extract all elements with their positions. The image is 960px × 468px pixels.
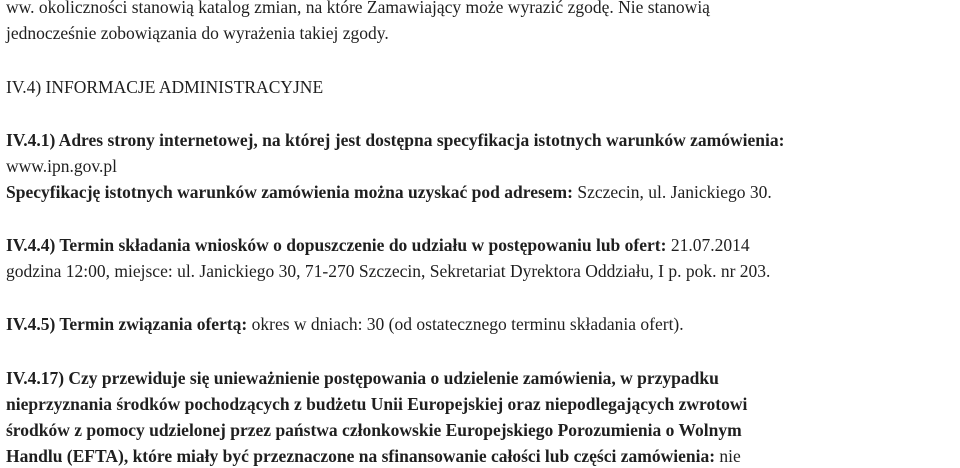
item-4-4-line-1 <box>6 234 750 256</box>
item-4-1-label <box>6 129 784 151</box>
item-4-17-line-2-text: nieprzyznania środków pochodzących z budżetu Unii Europejskiej oraz niepodlegających zwrotowi <box>6 394 748 414</box>
item-4-17-answer: nie <box>715 446 741 466</box>
item-4-17-line-2 <box>6 393 747 415</box>
item-4-5-value: okres w dniach: 30 (od ostatecznego terminu składania ofert). <box>247 314 684 334</box>
item-4-1-obtain-label: Specyfikację istotnych warunków zamówienia można uzyskać pod adresem: <box>6 182 573 202</box>
item-4-17-line-1 <box>6 367 719 389</box>
paragraph-line-1: ww. okoliczności stanowią katalog zmian, na które Zamawiający może wyrazić zgodę. Nie stanowią <box>6 0 710 17</box>
item-4-5-line <box>6 313 684 335</box>
item-4-5-label: IV.4.5) Termin związania ofertą: <box>6 314 248 334</box>
item-4-17-line-4-text: Handlu (EFTA), które miały być przeznaczone na sfinansowanie całości lub części zamówienia: <box>6 446 716 466</box>
item-4-1-label-text: IV.4.1) Adres strony internetowej, na której jest dostępna specyfikacja istotnych warunków zamówienia: <box>6 130 785 150</box>
item-4-1-obtain-value: Szczecin, ul. Janickiego 30. <box>572 182 772 202</box>
item-4-17-line-3-text: środków z pomocy udzielonej przez państwa członkowskie Europejskiego Porozumienia o Wolnym <box>6 420 742 440</box>
item-4-1-url[interactable]: www.ipn.gov.pl <box>6 156 117 176</box>
item-4-4-line-2: godzina 12:00, miejsce: ul. Janickiego 30, 71-270 Szczecin, Sekretariat Dyrektora Oddziału, I p. pok. nr 203. <box>6 261 771 281</box>
paragraph-line-2: jednocześnie zobowiązania do wyrażenia takiej zgody. <box>6 23 389 43</box>
item-4-17-line-1-text: IV.4.17) Czy przewiduje się unieważnienie postępowania o udzielenie zamówienia, w przypadku <box>6 368 719 388</box>
item-4-1-obtain-line <box>6 181 772 203</box>
item-4-4-label: IV.4.4) Termin składania wniosków o dopuszczenie do udziału w postępowaniu lub ofert: <box>6 235 667 255</box>
item-4-17-line-4 <box>6 445 741 467</box>
section-heading: IV.4) INFORMACJE ADMINISTRACYJNE <box>6 77 324 97</box>
item-4-17-line-3 <box>6 419 742 441</box>
item-4-4-date: 21.07.2014 <box>666 235 750 255</box>
